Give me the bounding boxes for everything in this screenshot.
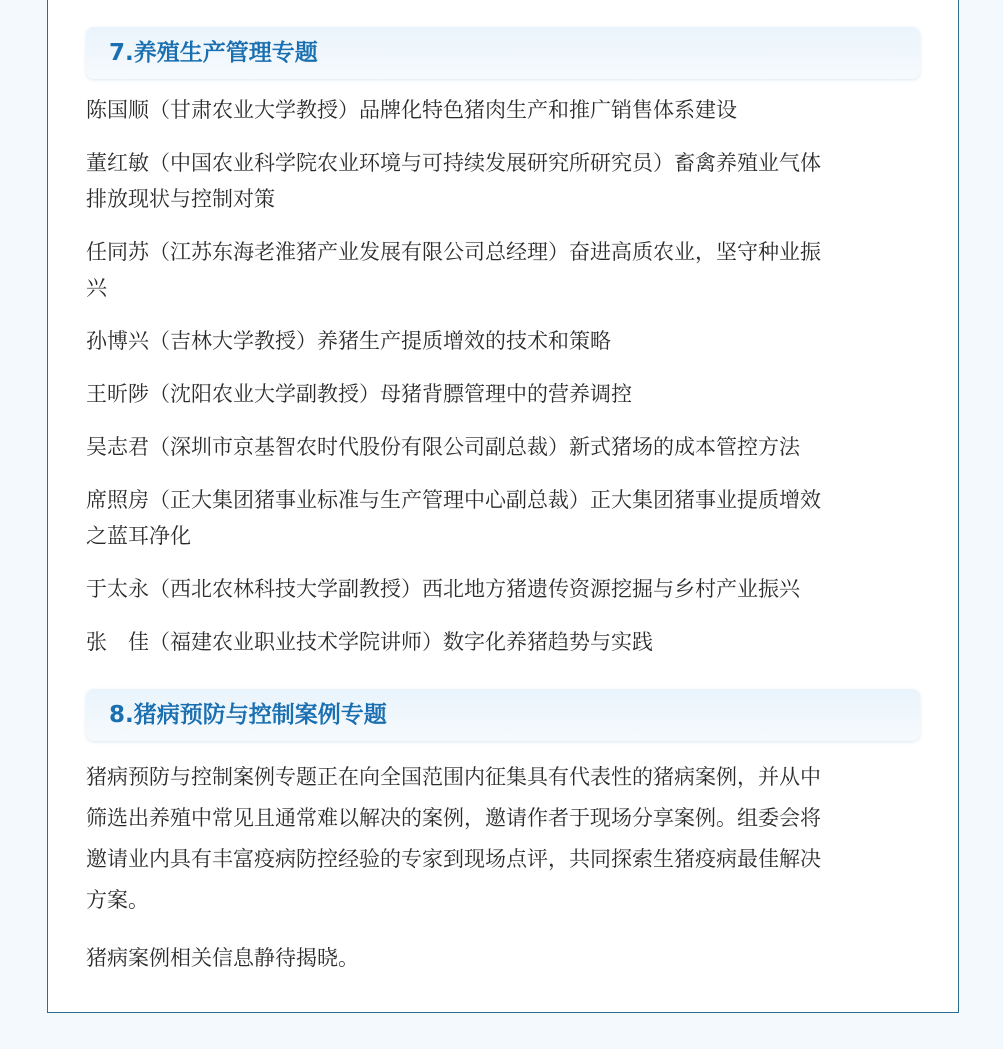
speaker-line-continued: 排放现状与控制对策 — [86, 187, 275, 211]
speaker-line: 于太永（西北农林科技大学副教授）西北地方猪遗传资源挖掘与乡村产业振兴 — [86, 577, 800, 601]
paragraph-line: 方案。 — [86, 888, 149, 912]
speaker-line: 陈国顺（甘肃农业大学教授）品牌化特色猪肉生产和推广销售体系建设 — [86, 98, 737, 122]
speaker-line: 孙博兴（吉林大学教授）养猪生产提质增效的技术和策略 — [86, 329, 611, 353]
section-7-header — [86, 27, 920, 79]
speaker-line-continued: 兴 — [86, 276, 107, 300]
note-line: 猪病案例相关信息静待揭晓。 — [86, 946, 359, 970]
section-8-title: 8.猪病预防与控制案例专题 — [109, 702, 387, 728]
paragraph-line: 猪病预防与控制案例专题正在向全国范围内征集具有代表性的猪病案例，并从中 — [86, 765, 821, 789]
paragraph-line: 筛选出养殖中常见且通常难以解决的案例，邀请作者于现场分享案例。组委会将 — [86, 806, 821, 830]
speaker-line: 席照房（正大集团猪事业标准与生产管理中心副总裁）正大集团猪事业提质增效 — [86, 488, 821, 512]
speaker-line: 王昕陟（沈阳农业大学副教授）母猪背膘管理中的营养调控 — [86, 382, 632, 406]
speaker-line: 吴志君（深圳市京基智农时代股份有限公司副总裁）新式猪场的成本管控方法 — [86, 435, 800, 459]
paragraph-line: 邀请业内具有丰富疫病防控经验的专家到现场点评，共同探索生猪疫病最佳解决 — [86, 847, 821, 871]
section-7-title: 7.养殖生产管理专题 — [109, 40, 318, 66]
speaker-line: 董红敏（中国农业科学院农业环境与可持续发展研究所研究员）畜禽养殖业气体 — [86, 151, 821, 175]
speaker-line: 张 佳（福建农业职业技术学院讲师）数字化养猪趋势与实践 — [86, 630, 653, 654]
speaker-line-continued: 之蓝耳净化 — [86, 524, 191, 548]
section-8-header — [86, 689, 920, 741]
speaker-line: 任同苏（江苏东海老淮猪产业发展有限公司总经理）奋进高质农业，坚守种业振 — [86, 240, 821, 264]
content-card — [47, 0, 959, 1013]
